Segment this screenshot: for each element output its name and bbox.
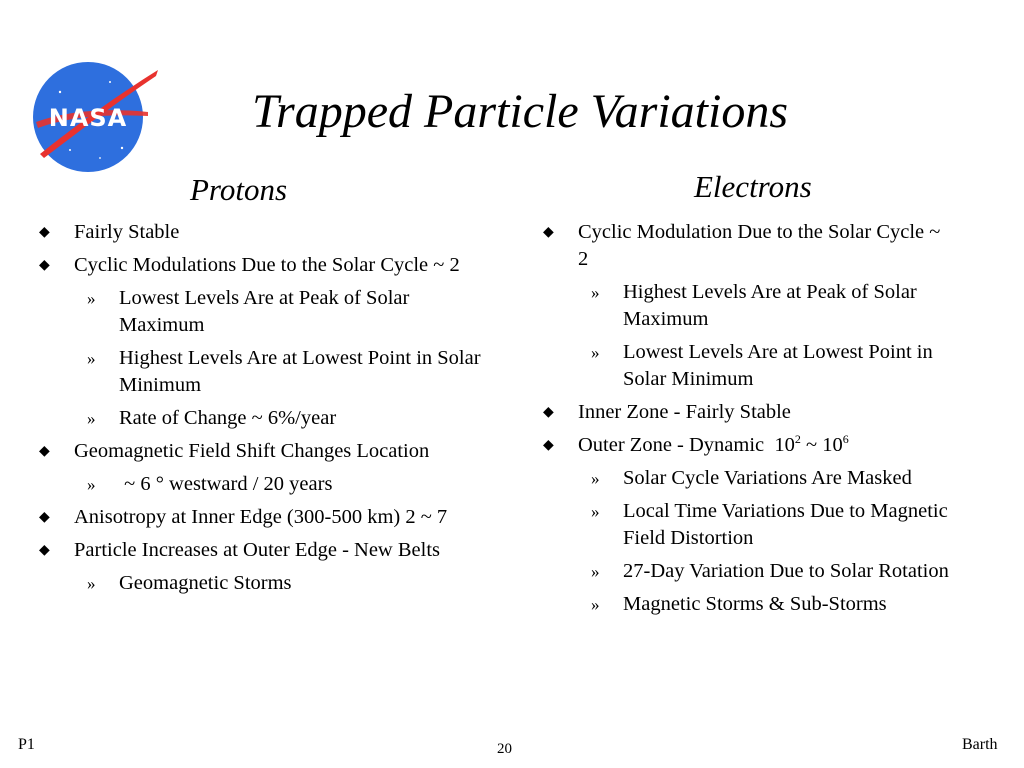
diamond-bullet-icon: ◆ — [543, 437, 554, 453]
chevron-bullet-icon: » — [87, 574, 96, 593]
diamond-bullet-icon: ◆ — [39, 257, 50, 273]
chevron-bullet-icon: » — [591, 283, 600, 302]
page-number: 20 — [497, 741, 512, 757]
diamond-bullet-icon: ◆ — [543, 224, 554, 240]
footer-left-label: P1 — [18, 736, 35, 753]
list-subitem: » Local Time Variations Due to Magnetic Field Distortion — [591, 500, 948, 549]
list-item: ◆ Particle Increases at Outer Edge - New Belts — [36, 537, 486, 564]
list-item: ◆ Anisotropy at Inner Edge (300-500 km) 2 ~ 7 — [36, 504, 486, 531]
list-subitem: » 27-Day Variation Due to Solar Rotation — [540, 558, 950, 585]
list-item: ◆ Geomagnetic Field Shift Changes Location — [36, 438, 486, 465]
chevron-bullet-icon: » — [591, 595, 600, 614]
chevron-bullet-icon: » — [591, 502, 600, 521]
protons-heading: Protons — [190, 172, 288, 207]
list-subitem: » Solar Cycle Variations Are Masked — [540, 465, 950, 492]
chevron-bullet-icon: » — [591, 469, 600, 488]
electrons-heading: Electrons — [694, 169, 812, 204]
slide-title: Trapped Particle Variations — [251, 85, 788, 138]
list-subitem: » Magnetic Storms & Sub-Storms — [540, 591, 950, 618]
list-item: ◆ Cyclic Modulation Due to the Solar Cycle ~ 2 — [543, 221, 941, 270]
list-item: ◆ Outer Zone - Dynamic $10^2$ ~ $10^6$ — [540, 432, 950, 459]
electrons-list — [540, 219, 950, 624]
list-item: ◆ Inner Zone - Fairly Stable — [540, 399, 950, 426]
list-item: ◆ Fairly Stable — [36, 219, 486, 246]
list-subitem: » ~ 6 ° westward / 20 years — [36, 471, 486, 498]
chevron-bullet-icon: » — [87, 289, 96, 308]
footer-author: Barth — [962, 736, 998, 753]
list-subitem: » Highest Levels Are at Lowest Point in Solar Minimum — [87, 347, 481, 396]
list-subitem: » Lowest Levels Are at Lowest Point in Solar Minimum — [591, 341, 933, 390]
chevron-bullet-icon: » — [87, 409, 96, 428]
diamond-bullet-icon: ◆ — [39, 443, 50, 459]
list-subitem: » Geomagnetic Storms — [36, 570, 486, 597]
chevron-bullet-icon: » — [591, 562, 600, 581]
diamond-bullet-icon: ◆ — [543, 404, 554, 420]
protons-list — [36, 219, 486, 603]
nasa-logo-icon — [30, 60, 160, 175]
chevron-bullet-icon: » — [591, 343, 600, 362]
list-subitem: » Lowest Levels Are at Peak of Solar Maximum — [87, 287, 410, 336]
svg-text:NASA: NASA — [48, 104, 128, 132]
diamond-bullet-icon: ◆ — [39, 542, 50, 558]
diamond-bullet-icon: ◆ — [39, 224, 50, 240]
diamond-bullet-icon: ◆ — [39, 509, 50, 525]
list-subitem: » Rate of Change ~ 6%/year — [36, 405, 486, 432]
chevron-bullet-icon: » — [87, 349, 96, 368]
list-subitem: » Highest Levels Are at Peak of Solar Maximum — [591, 281, 917, 330]
chevron-bullet-icon: » — [87, 475, 96, 494]
list-item: ◆ Cyclic Modulations Due to the Solar Cycle ~ 2 — [36, 252, 486, 279]
